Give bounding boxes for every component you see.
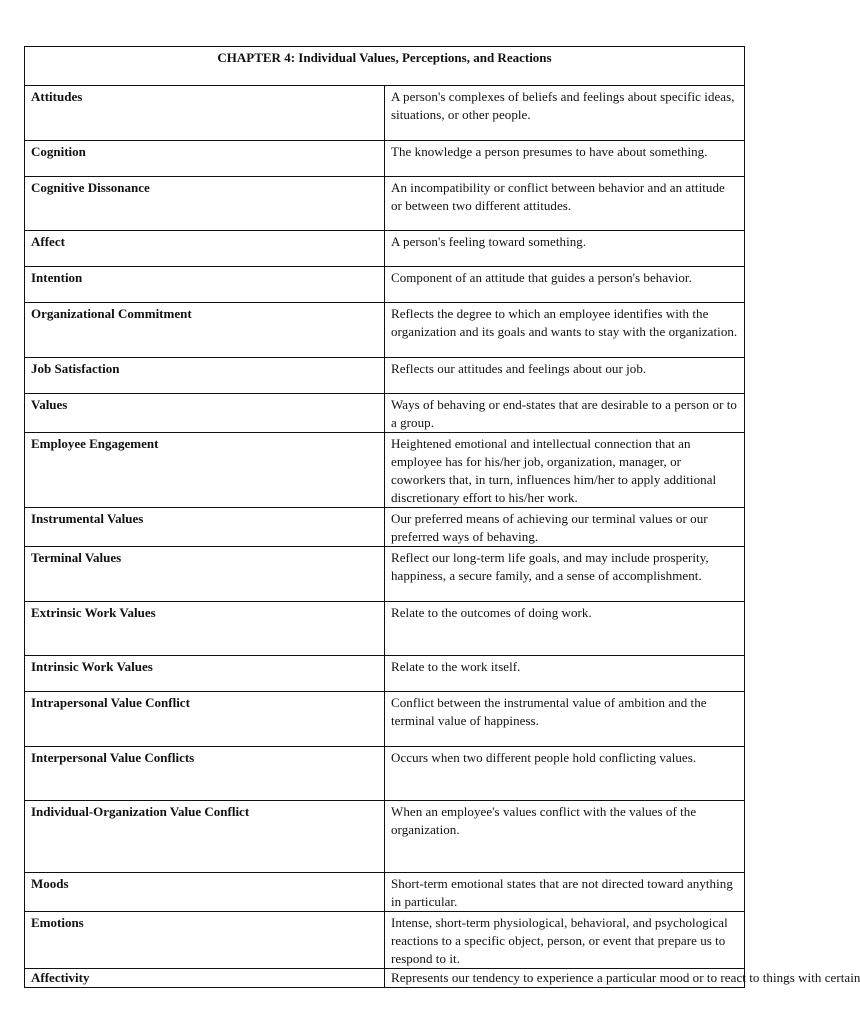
definition-cell: When an employee's values conflict with the values of the organization. [385, 801, 745, 873]
glossary-row [25, 747, 745, 801]
definition-cell: A person's complexes of beliefs and feelings about specific ideas, situations, or other people. [385, 86, 745, 141]
term-cell: Intrinsic Work Values [25, 656, 385, 692]
term-cell: Cognition [25, 141, 385, 177]
term-cell: Affectivity [25, 969, 385, 988]
glossary-row [25, 912, 745, 969]
glossary-row [25, 873, 745, 912]
glossary-row [25, 267, 745, 303]
term-cell: Intrapersonal Value Conflict [25, 692, 385, 747]
term-cell: Values [25, 394, 385, 433]
definition-cell: Relate to the work itself. [385, 656, 745, 692]
term-cell: Job Satisfaction [25, 358, 385, 394]
definition-cell: Reflect our long-term life goals, and may include prosperity, happiness, a secure family, and a sense of accomplishment. [385, 547, 745, 602]
definition-cell: Relate to the outcomes of doing work. [385, 602, 745, 656]
glossary-row [25, 394, 745, 433]
term-cell: Employee Engagement [25, 433, 385, 508]
definition-cell: Occurs when two different people hold conflicting values. [385, 747, 745, 801]
glossary-row [25, 358, 745, 394]
definition-cell: An incompatibility or conflict between behavior and an attitude or between two different attitudes. [385, 177, 745, 231]
glossary-row [25, 602, 745, 656]
definition-cell: The knowledge a person presumes to have about something. [385, 141, 745, 177]
glossary-row [25, 547, 745, 602]
term-cell: Organizational Commitment [25, 303, 385, 358]
definition-cell: Conflict between the instrumental value of ambition and the terminal value of happiness. [385, 692, 745, 747]
term-cell: Attitudes [25, 86, 385, 141]
glossary-row [25, 508, 745, 547]
definition-cell: Component of an attitude that guides a person's behavior. [385, 267, 745, 303]
term-cell: Individual-Organization Value Conflict [25, 801, 385, 873]
glossary-row [25, 231, 745, 267]
term-cell: Affect [25, 231, 385, 267]
glossary-row [25, 177, 745, 231]
glossary-row [25, 801, 745, 873]
definition-cell: Reflects the degree to which an employee identifies with the organization and its goals and wants to stay with the organization. [385, 303, 745, 358]
definition-cell: Heightened emotional and intellectual connection that an employee has for his/her job, organization, manager, or coworkers that, in turn, influences him/her to apply additional discretionary effort to his/her work. [385, 433, 745, 508]
term-cell: Interpersonal Value Conflicts [25, 747, 385, 801]
definition-cell: Intense, short-term physiological, behavioral, and psychological reactions to a specific object, person, or event that prepare us to respond to it. [385, 912, 745, 969]
glossary-row [25, 303, 745, 358]
term-cell: Moods [25, 873, 385, 912]
definition-cell: Represents our tendency to experience a particular mood or to react to things with certain [385, 969, 745, 988]
term-cell: Terminal Values [25, 547, 385, 602]
glossary-row [25, 433, 745, 508]
glossary-row [25, 86, 745, 141]
glossary-row [25, 692, 745, 747]
definition-cell: Ways of behaving or end-states that are desirable to a person or to a group. [385, 394, 745, 433]
term-cell: Instrumental Values [25, 508, 385, 547]
term-cell: Intention [25, 267, 385, 303]
term-cell: Extrinsic Work Values [25, 602, 385, 656]
definition-cell: A person's feeling toward something. [385, 231, 745, 267]
title-row [25, 47, 745, 86]
definition-cell: Reflects our attitudes and feelings about our job. [385, 358, 745, 394]
definition-cell: Short-term emotional states that are not directed toward anything in particular. [385, 873, 745, 912]
glossary-row [25, 969, 745, 988]
glossary-table [24, 46, 860, 988]
document-title: CHAPTER 4: Individual Values, Perceptions, and Reactions [25, 47, 745, 86]
definition-cell: Our preferred means of achieving our terminal values or our preferred ways of behaving. [385, 508, 745, 547]
term-cell: Cognitive Dissonance [25, 177, 385, 231]
glossary-row [25, 656, 745, 692]
term-cell: Emotions [25, 912, 385, 969]
glossary-row [25, 141, 745, 177]
